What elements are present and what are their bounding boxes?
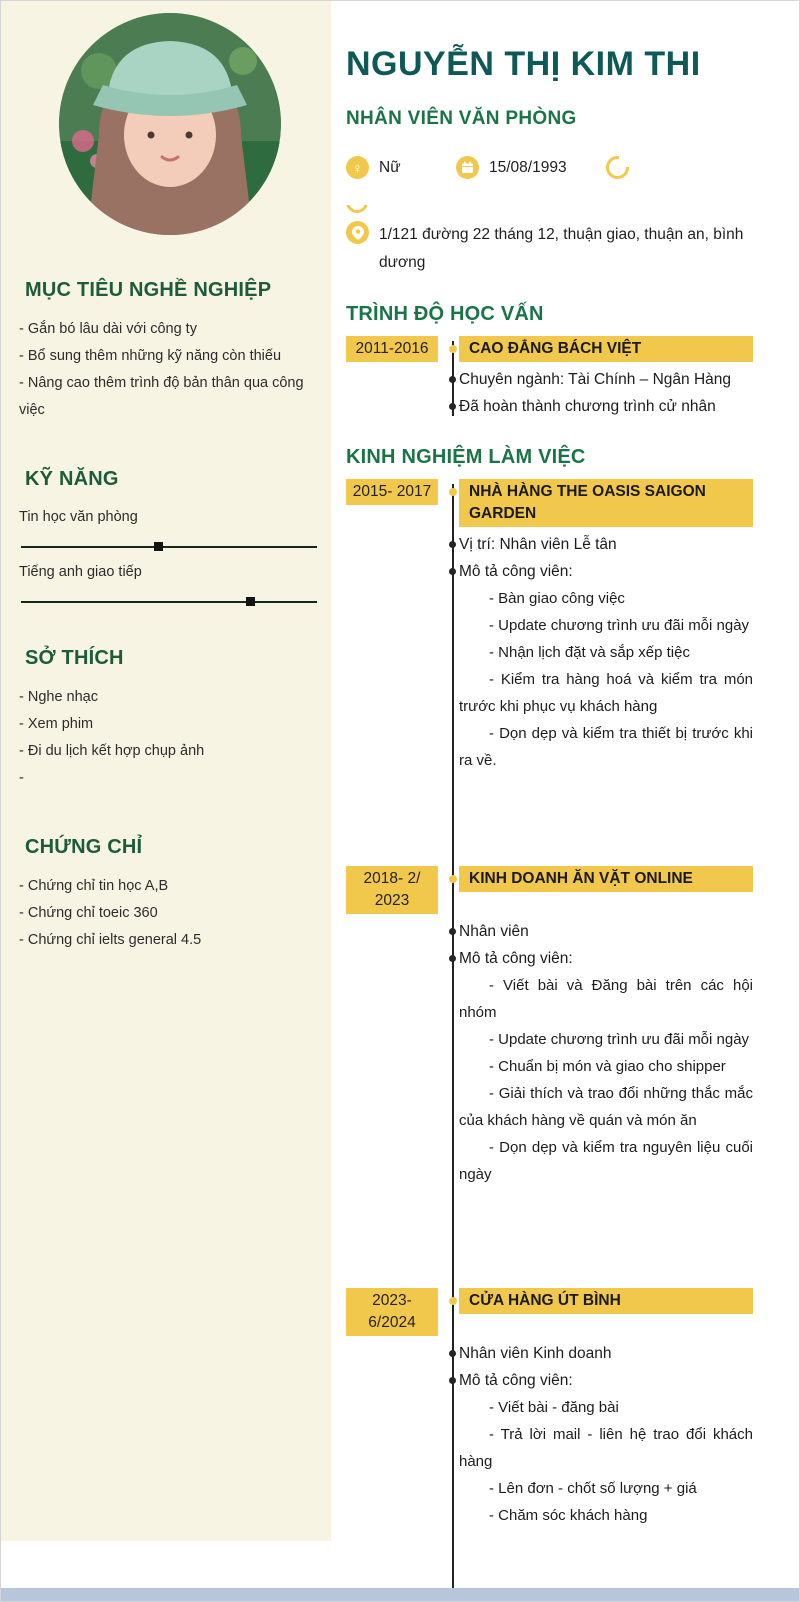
profile-photo-illustration (59, 13, 281, 235)
experience-company: KINH DOANH ĂN VẶT ONLINE (459, 866, 753, 892)
experience-line: Mô tả công viên: (459, 1367, 753, 1394)
experience-line: Nhân viên Kinh doanh (459, 1340, 753, 1367)
candidate-name: NGUYỄN THỊ KIM THI (346, 45, 701, 83)
birthday-field (456, 156, 606, 179)
sidebar (1, 1, 331, 1541)
experience-line: Mô tả công viên: (459, 945, 753, 972)
certificates-heading: CHỨNG CHỈ (25, 836, 143, 858)
education-line: Chuyên ngành: Tài Chính – Ngân Hàng (459, 366, 753, 393)
experience-entry-head (346, 1288, 753, 1336)
experience-detail: - Update chương trình ưu đãi mỗi ngày (489, 617, 750, 634)
objective-item: - Gắn bó lâu dài với công ty (19, 321, 197, 337)
skill-label: Tiếng anh giao tiếp (19, 564, 142, 580)
education-entry-head (346, 336, 753, 362)
experience-entry-head (346, 866, 753, 914)
experience-detail: - Lên đơn - chốt số lượng + giá (489, 1480, 697, 1497)
birthday-value: 15/08/1993 (489, 158, 567, 176)
experience-detail: - Dọn dẹp và kiểm tra nguyên liệu cuối ngày (459, 1139, 753, 1183)
experience-period: 2023- 6/2024 (346, 1288, 438, 1336)
phone-icon (606, 156, 629, 179)
experience-heading: KINH NGHIỆM LÀM VIỆC (346, 446, 586, 468)
experience-line: Mô tả công viên: (459, 558, 753, 585)
location-pin-glyph (352, 226, 364, 240)
education-school: CAO ĐẲNG BÁCH VIỆT (459, 336, 753, 362)
experience-detail: - Nhận lịch đặt và sắp xếp tiệc (489, 644, 690, 661)
job-title: NHÂN VIÊN VĂN PHÒNG (346, 108, 577, 129)
education-entry (346, 336, 753, 420)
skill-level-marker (246, 597, 255, 606)
section-certificates (19, 836, 321, 954)
objective-item: - Bổ sung thêm những kỹ năng còn thiếu (19, 348, 282, 364)
skills-heading: KỸ NĂNG (25, 468, 119, 490)
experience-detail: - Bàn giao công việc (489, 590, 625, 607)
skill-level-track (21, 546, 317, 548)
gender-value: Nữ (379, 158, 401, 176)
experience-timeline (346, 479, 753, 1602)
experience-detail: - Chăm sóc khách hàng (489, 1507, 648, 1524)
experience-detail: - Viết bài và Đăng bài trên các hội nhóm (459, 977, 753, 1021)
skill-level-track (21, 601, 317, 603)
calendar-glyph (461, 161, 474, 174)
education-line: Đã hoàn thành chương trình cử nhân (459, 393, 753, 420)
experience-detail: - Update chương trình ưu đãi mỗi ngày (489, 1031, 750, 1048)
experience-company: NHÀ HÀNG THE OASIS SAIGON GARDEN (459, 479, 753, 527)
location-pin-icon (346, 221, 369, 244)
female-glyph: ♀ (352, 159, 363, 176)
skill-item (19, 505, 321, 548)
education-heading: TRÌNH ĐỘ HỌC VẤN (346, 303, 544, 325)
address-field (346, 221, 753, 277)
email-icon (346, 205, 370, 216)
hobby-item: - Nghe nhạc (19, 689, 98, 705)
section-hobbies (19, 647, 321, 792)
experience-company: CỬA HÀNG ÚT BÌNH (459, 1288, 753, 1314)
main-column (331, 1, 799, 1602)
experience-detail: - Giải thích và trao đổi những thắc mắc của khách hàng về quán và món ăn (459, 1085, 753, 1129)
hobbies-heading: SỞ THÍCH (25, 647, 124, 669)
experience-entry-head (346, 479, 753, 527)
hobby-item: - Đi du lịch kết hợp chụp ảnh (19, 743, 205, 759)
address-value: 1/121 đường 22 tháng 12, thuận giao, thuận an, bình dương (379, 226, 744, 271)
gender-field (346, 156, 456, 179)
contact-row (346, 156, 753, 179)
education-timeline (346, 336, 753, 420)
education-period: 2011-2016 (346, 336, 438, 362)
skill-level-marker (154, 542, 163, 551)
experience-period: 2015- 2017 (346, 479, 438, 505)
experience-entry (346, 1288, 753, 1529)
experience-line: Vị trí: Nhân viên Lễ tân (459, 531, 753, 558)
experience-entry (346, 479, 753, 774)
female-icon (346, 156, 369, 179)
objective-item: - Nâng cao thêm trình độ bản thân qua công việc (19, 375, 304, 418)
objective-heading: MỤC TIÊU NGHỀ NGHIỆP (25, 279, 272, 301)
experience-detail: - Viết bài - đăng bài (489, 1399, 619, 1416)
footer-strip (1, 1588, 799, 1601)
profile-photo (59, 13, 281, 235)
experience-detail: - Chuẩn bị món và giao cho shipper (489, 1058, 726, 1075)
certificate-item: - Chứng chỉ toeic 360 (19, 905, 158, 921)
experience-detail: - Trả lời mail - liên hệ trao đổi khách hàng (459, 1426, 753, 1470)
skill-label: Tin học văn phòng (19, 509, 138, 525)
certificate-item: - Chứng chỉ tin học A,B (19, 878, 169, 894)
phone-field (606, 156, 639, 179)
experience-detail: - Dọn dẹp và kiểm tra thiết bị trước khi ra về. (459, 725, 753, 769)
hobby-item: - (19, 770, 24, 786)
skill-item (19, 560, 321, 603)
experience-period: 2018- 2/ 2023 (346, 866, 438, 914)
hobby-item: - Xem phim (19, 716, 94, 732)
certificate-item: - Chứng chỉ ielts general 4.5 (19, 932, 202, 948)
experience-detail: - Kiểm tra hàng hoá và kiểm tra món trước khi phục vụ khách hàng (459, 671, 753, 715)
experience-entry (346, 866, 753, 1188)
section-objective (19, 279, 321, 424)
email-icon-fragment (346, 205, 368, 213)
calendar-icon (456, 156, 479, 179)
section-skills (19, 468, 321, 603)
experience-line: Nhân viên (459, 918, 753, 945)
